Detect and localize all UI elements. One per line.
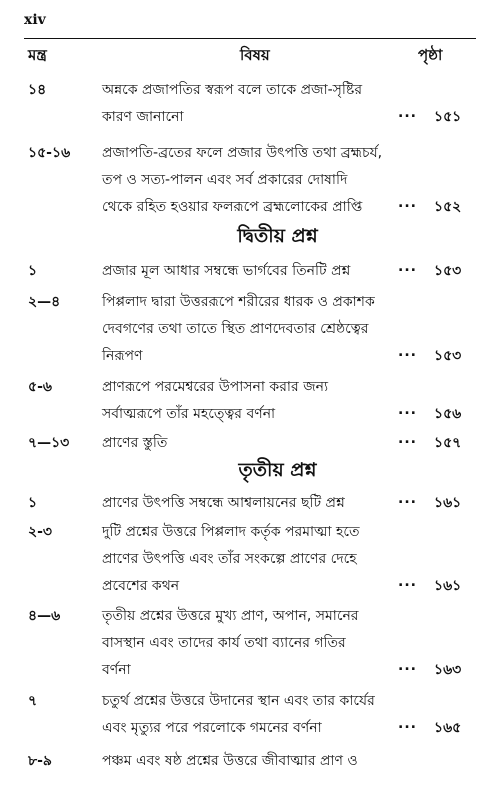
page-ref: ১৫১ [434, 109, 462, 125]
entry-text: প্রাণের স্তুতি [102, 435, 168, 451]
leader-dots: ... [398, 195, 417, 211]
leader-dots: ... [398, 716, 417, 732]
entry-text: অন্নকে প্রজাপতির স্বরূপ বলে তাকে প্রজা-সৃষ্টির [102, 82, 363, 98]
entry-text: বর্ণনা [102, 662, 131, 678]
leader-dots: ... [398, 259, 417, 275]
entry-text: প্রাণরূপে পরমেশ্বরের উপাসনা করার জন্য [102, 379, 329, 395]
mantra-number: ৪—৬ [28, 608, 61, 624]
header-page: পৃষ্ঠা [418, 46, 443, 64]
mantra-number: ১৪ [28, 82, 47, 98]
entry-text: বাসস্থান এবং তাদের কার্য তথা ব্যানের গতির [102, 635, 346, 651]
leader-dots: ... [398, 658, 417, 674]
page-ref: ১৬৫ [434, 720, 462, 736]
mantra-number: ৭ [28, 693, 38, 709]
page-number: xiv [24, 12, 46, 28]
entry-text: পিপ্পলাদ দ্বারা উত্তররূপে শরীরের ধারক ও প্রকাশক [102, 294, 375, 310]
page-ref: ১৬১ [434, 578, 462, 594]
section-heading: দ্বিতীয় প্রশ্ন [237, 225, 318, 247]
page-ref: ১৫৬ [434, 406, 462, 422]
page-ref: ১৫২ [434, 199, 462, 215]
page-ref: ১৬১ [434, 495, 462, 511]
entry-text: তপ ও সত্য-পালন এবং সর্ব প্রকারের দোষাদি [102, 172, 348, 188]
entry-text: সর্বাত্মরূপে তাঁর মহত্ত্বের বর্ণনা [102, 406, 276, 422]
entry-text: প্রাণের উৎপত্তি এবং তাঁর সংকল্পে প্রাণের দেহে [102, 551, 357, 567]
entry-text: চতুর্থ প্রশ্নের উত্তরে উদানের স্থান এবং তার কার্যের [102, 693, 375, 709]
page-ref: ১৫৩ [434, 348, 462, 364]
entry-text: থেকে রহিত হওয়ার ফলরূপে ব্রহ্মলোকের প্রাপ্তি [102, 199, 363, 215]
leader-dots: ... [398, 491, 417, 507]
entry-text: কারণ জানানো [102, 109, 184, 125]
mantra-number: ১ [28, 495, 38, 511]
leader-dots: ... [398, 105, 417, 121]
entry-text: পঞ্চম এবং ষষ্ঠ প্রশ্নের উত্তরে জীবাত্মার প্রাণ ও [102, 753, 358, 769]
entry-text: দেবগণের তথা তাতে স্থিত প্রাণদেবতার শ্রেষ্ঠত্বের [102, 321, 369, 337]
entry-text: প্রবেশের কথন [102, 578, 180, 594]
section-heading: তৃতীয় প্রশ্ন [238, 459, 317, 481]
page-ref: ১৬৩ [434, 662, 462, 678]
header-rule [24, 38, 476, 39]
leader-dots: ... [398, 344, 417, 360]
leader-dots: ... [398, 431, 417, 447]
entry-text: এবং মৃত্যুর পরে পরলোকে গমনের বর্ণনা [102, 720, 322, 736]
entry-text: তৃতীয় প্রশ্নের উত্তরে মুখ্য প্রাণ, অপান, সমানের [102, 608, 359, 624]
entry-text: প্রাণের উৎপত্তি সম্বন্ধে আশ্বলায়নের ছটি প্রশ্ন [102, 495, 345, 511]
mantra-number: ৭—১৩ [28, 435, 70, 451]
mantra-number: ২-৩ [28, 524, 53, 540]
mantra-number: ১ [28, 263, 38, 279]
mantra-number: ৮-৯ [28, 753, 52, 769]
header-mantra: মন্ত্র [28, 46, 47, 64]
page-ref: ১৫৭ [434, 435, 462, 451]
entry-text: প্রজার মূল আধার সম্বন্ধে ভার্গবের তিনটি প্রশ্ন [102, 263, 351, 279]
leader-dots: ... [398, 402, 417, 418]
page-ref: ১৫৩ [434, 263, 462, 279]
entry-text: প্রজাপতি-ব্রতের ফলে প্রজার উৎপত্তি তথা ব্রহ্মচর্য, [102, 145, 383, 161]
header-subject: বিষয় [240, 46, 270, 64]
leader-dots: ... [398, 574, 417, 590]
mantra-number: ১৫-১৬ [28, 145, 71, 161]
entry-text: দুটি প্রশ্নের উত্তরে পিপ্পলাদ কর্তৃক পরমাত্মা হতে [102, 524, 360, 540]
mantra-number: ২—৪ [28, 294, 61, 310]
entry-text: নিরূপণ [102, 348, 143, 364]
mantra-number: ৫-৬ [28, 379, 52, 395]
